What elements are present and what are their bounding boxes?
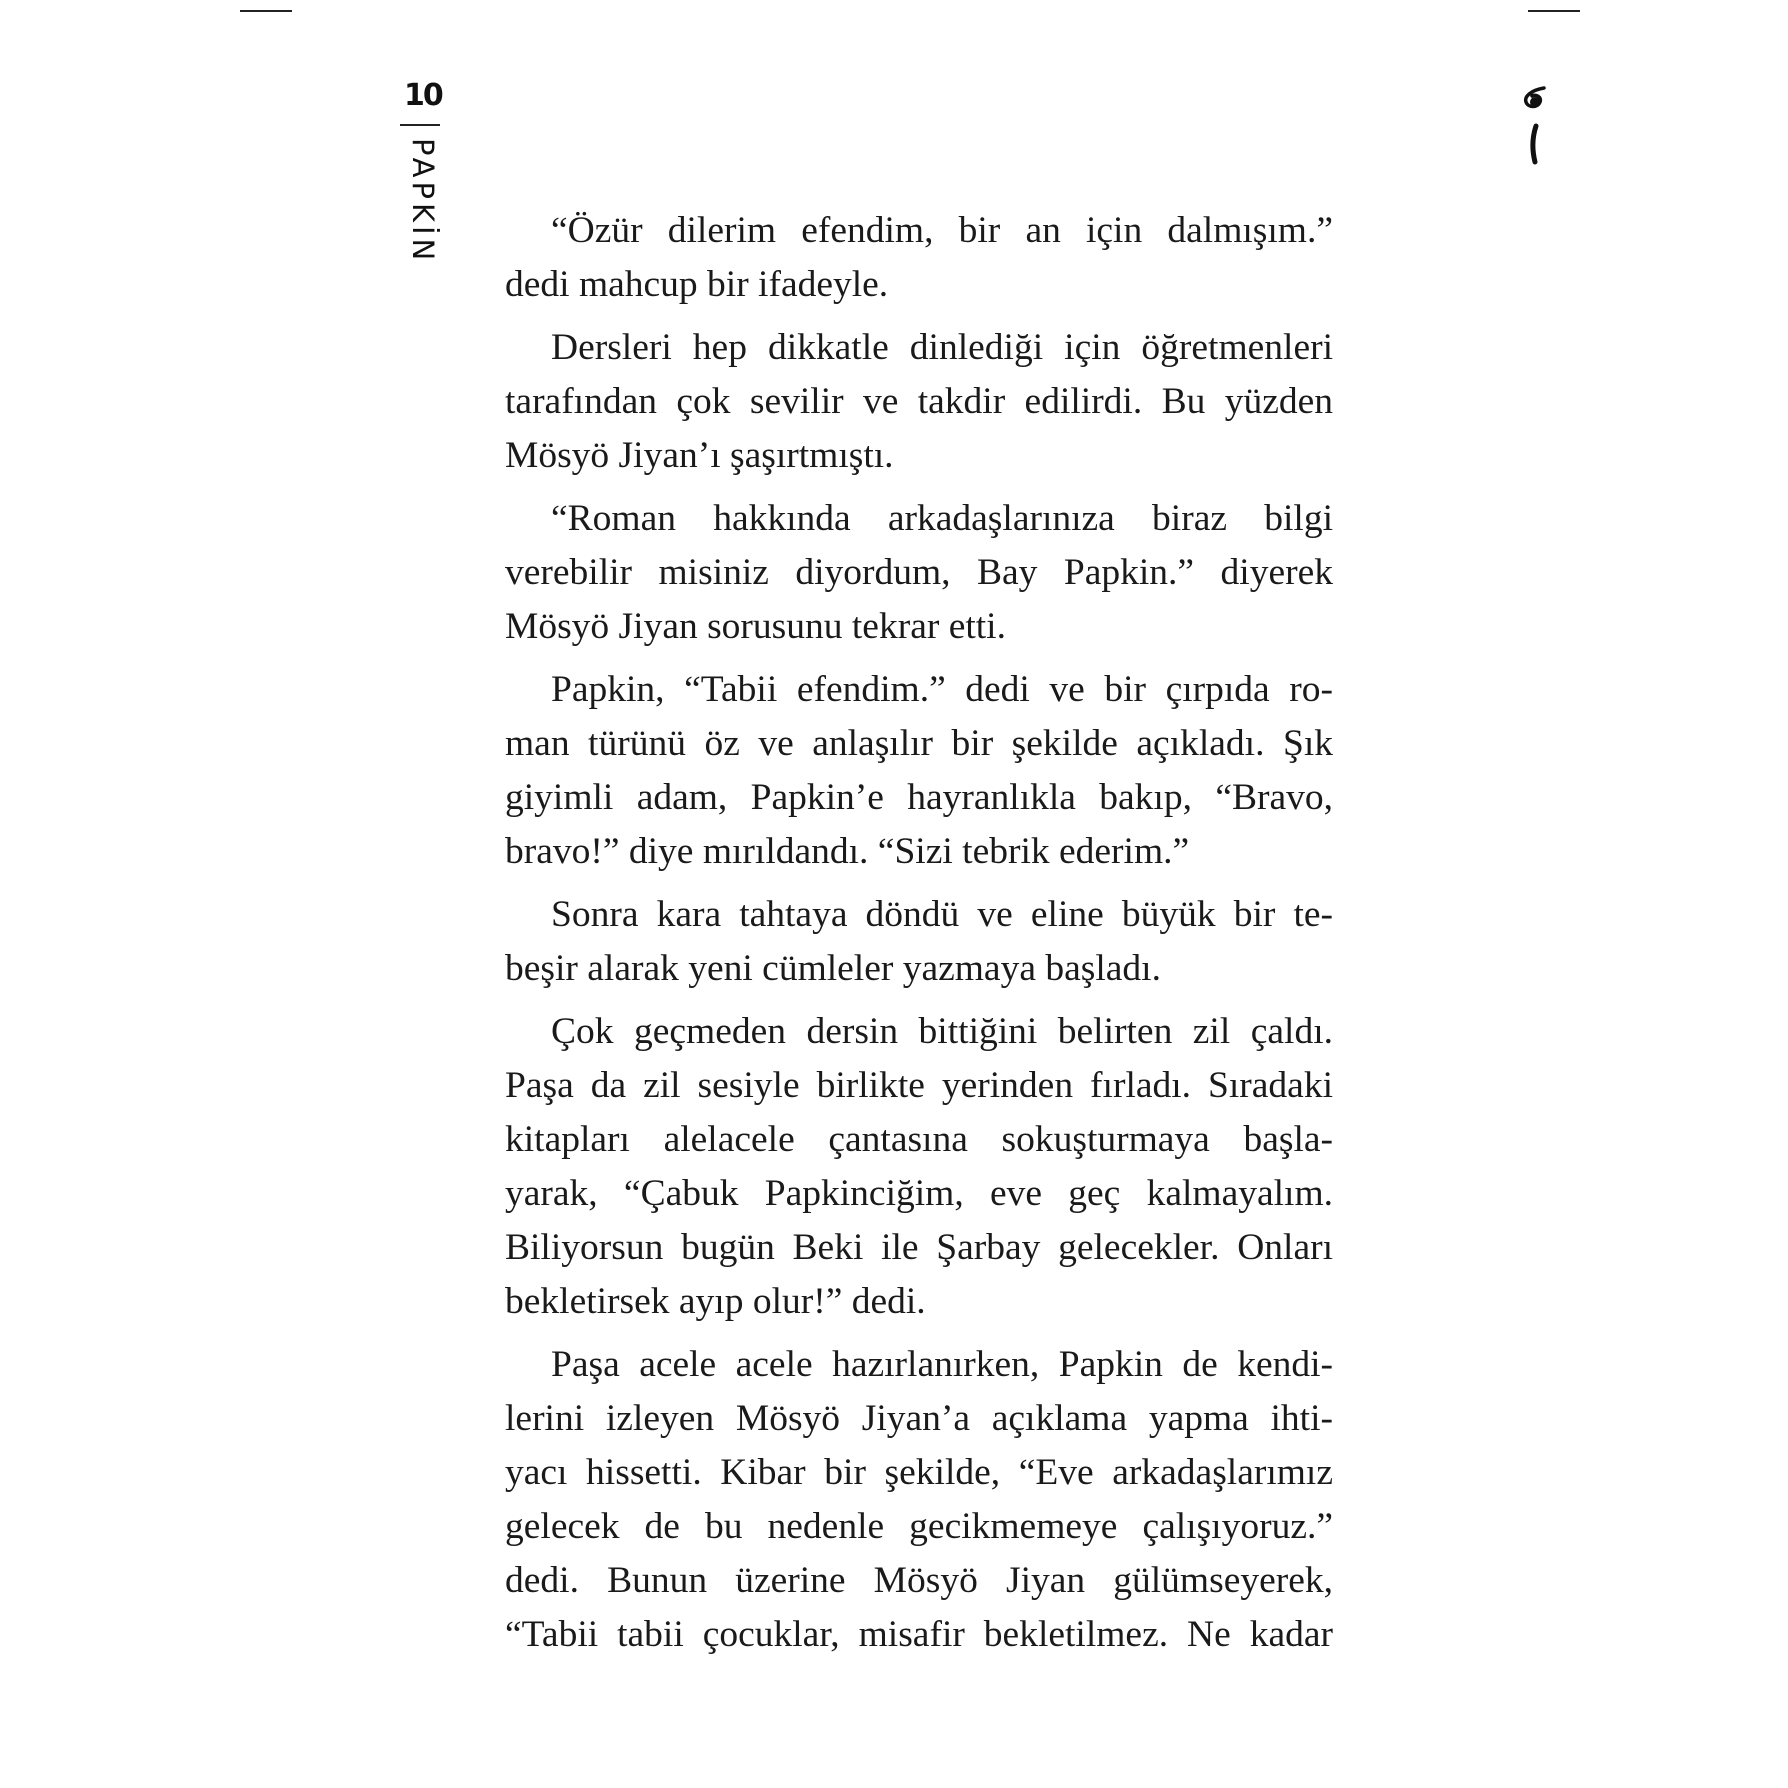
crop-mark-right [1528, 10, 1580, 12]
paragraph [505, 1005, 1333, 1329]
text-line: Mösyö Jiyan sorusunu tekrar etti. [505, 606, 1006, 647]
text-line: “Tabii tabii çocuklar, misafir bekletilmez. Ne kadar [505, 1614, 1333, 1655]
text-line: “Roman hakkında arkadaşlarınıza biraz bilgi [551, 498, 1333, 539]
text-line: Dersleri hep dikkatle dinlediği için öğretmenleri [551, 327, 1333, 368]
chapter-ornament-icon [1518, 86, 1558, 186]
text-line: tarafından çok sevilir ve takdir edilirdi. Bu yüzden [505, 381, 1333, 422]
body-text [505, 204, 1333, 1671]
text-line: bravo!” diye mırıldandı. “Sizi tebrik ederim.” [505, 831, 1190, 872]
text-line: bekletirsek ayıp olur!” dedi. [505, 1281, 926, 1322]
paragraph [505, 492, 1333, 654]
text-line: verebilir misiniz diyordum, Bay Papkin.” diyerek [505, 552, 1333, 593]
text-line: lerini izleyen Mösyö Jiyan’a açıklama yapma ihti- [505, 1398, 1333, 1439]
text-line: dedi mahcup bir ifadeyle. [505, 264, 889, 305]
text-line: gelecek de bu nedenle gecikmemeye çalışıyoruz.” [505, 1506, 1333, 1547]
text-line: yacı hissetti. Kibar bir şekilde, “Eve arkadaşlarımız [505, 1452, 1333, 1493]
paragraph [505, 663, 1333, 879]
text-line: kitapları alelacele çantasına sokuşturmaya başla- [505, 1119, 1333, 1160]
paragraph [505, 204, 1333, 312]
text-line: Biliyorsun bugün Beki ile Şarbay gelecekler. Onları [505, 1227, 1333, 1268]
page-number: 10 [404, 78, 442, 113]
running-header: PAPKİN [406, 138, 440, 265]
paragraph [505, 321, 1333, 483]
text-line: Paşa acele acele hazırlanırken, Papkin de kendi- [551, 1344, 1333, 1385]
text-line: Paşa da zil sesiyle birlikte yerinden fırladı. Sıradaki [505, 1065, 1333, 1106]
text-line: Sonra kara tahtaya döndü ve eline büyük bir te- [551, 894, 1333, 935]
text-line: man türünü öz ve anlaşılır bir şekilde açıkladı. Şık [505, 723, 1333, 764]
paragraph [505, 888, 1333, 996]
text-line: yarak, “Çabuk Papkinciğim, eve geç kalmayalım. [505, 1173, 1333, 1214]
text-line: Çok geçmeden dersin bittiğini belirten zil çaldı. [551, 1011, 1333, 1052]
crop-mark-left [240, 10, 292, 12]
text-line: Mösyö Jiyan’ı şaşırtmıştı. [505, 435, 894, 476]
header-divider [400, 124, 440, 126]
text-line: “Özür dilerim efendim, bir an için dalmışım.” [551, 210, 1333, 251]
text-line: giyimli adam, Papkin’e hayranlıkla bakıp, “Bravo, [505, 777, 1333, 818]
text-line: dedi. Bunun üzerine Mösyö Jiyan gülümseyerek, [505, 1560, 1333, 1601]
text-line: Papkin, “Tabii efendim.” dedi ve bir çırpıda ro- [551, 669, 1333, 710]
text-line: beşir alarak yeni cümleler yazmaya başladı. [505, 948, 1161, 989]
paragraph [505, 1338, 1333, 1662]
